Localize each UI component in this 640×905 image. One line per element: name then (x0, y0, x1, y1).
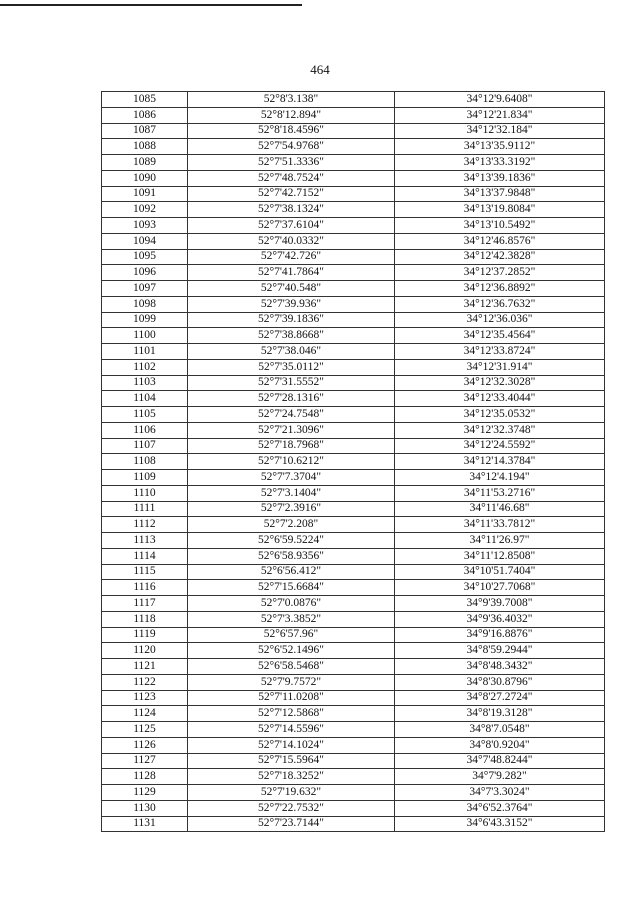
longitude-cell: 34°9'39.7008" (395, 596, 605, 612)
latitude-cell: 52°7'3.1404" (188, 485, 395, 501)
longitude-cell: 34°13'37.9848" (395, 186, 605, 202)
table-row (102, 643, 605, 659)
latitude-cell: 52°7'35.0112" (188, 359, 395, 375)
longitude-cell: 34°12'36.8892" (395, 281, 605, 297)
page-number: 464 (310, 62, 330, 77)
point-number-cell: 1087 (102, 123, 188, 139)
latitude-cell: 52°7'54.9768" (188, 139, 395, 155)
header-rule (0, 4, 302, 6)
table-row (102, 533, 605, 549)
point-number-cell: 1126 (102, 737, 188, 753)
latitude-cell: 52°8'3.138" (188, 92, 395, 108)
longitude-cell: 34°12'9.6408" (395, 92, 605, 108)
table-row (102, 674, 605, 690)
latitude-cell: 52°7'2.3916" (188, 501, 395, 517)
longitude-cell: 34°13'10.5492" (395, 218, 605, 234)
table-row (102, 391, 605, 407)
header-rule-tick (0, 4, 16, 5)
longitude-cell: 34°6'43.3152" (395, 816, 605, 832)
latitude-cell: 52°7'9.7572" (188, 674, 395, 690)
table-row (102, 233, 605, 249)
point-number-cell: 1122 (102, 674, 188, 690)
latitude-cell: 52°7'22.7532" (188, 800, 395, 816)
latitude-cell: 52°7'18.3252" (188, 769, 395, 785)
longitude-cell: 34°11'46.68" (395, 501, 605, 517)
longitude-cell: 34°9'16.8876" (395, 627, 605, 643)
point-number-cell: 1085 (102, 92, 188, 108)
latitude-cell: 52°7'3.3852" (188, 611, 395, 627)
point-number-cell: 1115 (102, 564, 188, 580)
point-number-cell: 1089 (102, 155, 188, 171)
table-row (102, 123, 605, 139)
point-number-cell: 1088 (102, 139, 188, 155)
point-number-cell: 1120 (102, 643, 188, 659)
point-number-cell: 1108 (102, 454, 188, 470)
point-number-cell: 1093 (102, 218, 188, 234)
table-row (102, 580, 605, 596)
latitude-cell: 52°7'10.6212" (188, 454, 395, 470)
latitude-cell: 52°7'15.6684" (188, 580, 395, 596)
table-row (102, 737, 605, 753)
longitude-cell: 34°8'19.3128" (395, 706, 605, 722)
longitude-cell: 34°8'30.8796" (395, 674, 605, 690)
latitude-cell: 52°7'39.1836" (188, 312, 395, 328)
latitude-cell: 52°7'12.5868" (188, 706, 395, 722)
longitude-cell: 34°12'32.184" (395, 123, 605, 139)
latitude-cell: 52°7'19.632" (188, 785, 395, 801)
longitude-cell: 34°8'7.0548" (395, 722, 605, 738)
longitude-cell: 34°11'53.2716" (395, 485, 605, 501)
latitude-cell: 52°7'28.1316" (188, 391, 395, 407)
latitude-cell: 52°7'41.7864" (188, 265, 395, 281)
longitude-cell: 34°7'48.8244" (395, 753, 605, 769)
latitude-cell: 52°8'18.4596" (188, 123, 395, 139)
point-number-cell: 1116 (102, 580, 188, 596)
table-row (102, 328, 605, 344)
latitude-cell: 52°7'14.1024" (188, 737, 395, 753)
point-number-cell: 1090 (102, 170, 188, 186)
longitude-cell: 34°12'35.4564" (395, 328, 605, 344)
point-number-cell: 1103 (102, 375, 188, 391)
point-number-cell: 1109 (102, 470, 188, 486)
point-number-cell: 1113 (102, 533, 188, 549)
table-row (102, 249, 605, 265)
table-row (102, 375, 605, 391)
longitude-cell: 34°12'46.8576" (395, 233, 605, 249)
longitude-cell: 34°9'36.4032" (395, 611, 605, 627)
longitude-cell: 34°13'33.3192" (395, 155, 605, 171)
latitude-cell: 52°7'21.3096" (188, 422, 395, 438)
longitude-cell: 34°12'21.834" (395, 107, 605, 123)
point-number-cell: 1100 (102, 328, 188, 344)
point-number-cell: 1130 (102, 800, 188, 816)
latitude-cell: 52°7'42.7152" (188, 186, 395, 202)
longitude-cell: 34°12'32.3748" (395, 422, 605, 438)
longitude-cell: 34°12'37.2852" (395, 265, 605, 281)
longitude-cell: 34°10'27.7068" (395, 580, 605, 596)
point-number-cell: 1094 (102, 233, 188, 249)
longitude-cell: 34°12'36.036" (395, 312, 605, 328)
latitude-cell: 52°6'52.1496" (188, 643, 395, 659)
latitude-cell: 52°7'40.0332" (188, 233, 395, 249)
latitude-cell: 52°7'7.3704" (188, 470, 395, 486)
table-row (102, 596, 605, 612)
latitude-cell: 52°7'38.046" (188, 344, 395, 360)
longitude-cell: 34°12'4.194" (395, 470, 605, 486)
table-row (102, 454, 605, 470)
point-number-cell: 1131 (102, 816, 188, 832)
longitude-cell: 34°12'33.4044" (395, 391, 605, 407)
table-row (102, 202, 605, 218)
table-row (102, 281, 605, 297)
point-number-cell: 1101 (102, 344, 188, 360)
point-number-cell: 1128 (102, 769, 188, 785)
longitude-cell: 34°11'12.8508" (395, 548, 605, 564)
latitude-cell: 52°7'38.1324" (188, 202, 395, 218)
table-row (102, 501, 605, 517)
point-number-cell: 1106 (102, 422, 188, 438)
table-row (102, 659, 605, 675)
point-number-cell: 1125 (102, 722, 188, 738)
latitude-cell: 52°6'59.5224" (188, 533, 395, 549)
latitude-cell: 52°7'11.0208" (188, 690, 395, 706)
table-row (102, 438, 605, 454)
table-row (102, 627, 605, 643)
table-row (102, 344, 605, 360)
latitude-cell: 52°7'15.5964" (188, 753, 395, 769)
table-row (102, 92, 605, 108)
point-number-cell: 1099 (102, 312, 188, 328)
longitude-cell: 34°8'0.9204" (395, 737, 605, 753)
point-number-cell: 1107 (102, 438, 188, 454)
longitude-cell: 34°12'31.914" (395, 359, 605, 375)
table-row (102, 485, 605, 501)
point-number-cell: 1095 (102, 249, 188, 265)
latitude-cell: 52°7'51.3336" (188, 155, 395, 171)
longitude-cell: 34°11'26.97" (395, 533, 605, 549)
table-row (102, 611, 605, 627)
latitude-cell: 52°6'56.412" (188, 564, 395, 580)
table-row (102, 706, 605, 722)
point-number-cell: 1104 (102, 391, 188, 407)
point-number-cell: 1118 (102, 611, 188, 627)
longitude-cell: 34°12'35.0532" (395, 407, 605, 423)
latitude-cell: 52°7'42.726" (188, 249, 395, 265)
point-number-cell: 1121 (102, 659, 188, 675)
longitude-cell: 34°13'19.8084" (395, 202, 605, 218)
coordinates-table-body (102, 92, 605, 832)
point-number-cell: 1097 (102, 281, 188, 297)
table-row (102, 564, 605, 580)
table-row (102, 107, 605, 123)
table-row (102, 816, 605, 832)
table-row (102, 407, 605, 423)
table-row (102, 296, 605, 312)
table-row (102, 139, 605, 155)
longitude-cell: 34°13'35.9112" (395, 139, 605, 155)
point-number-cell: 1092 (102, 202, 188, 218)
point-number-cell: 1111 (102, 501, 188, 517)
latitude-cell: 52°7'48.7524" (188, 170, 395, 186)
table-row (102, 359, 605, 375)
table-row (102, 769, 605, 785)
point-number-cell: 1127 (102, 753, 188, 769)
latitude-cell: 52°6'58.9356" (188, 548, 395, 564)
table-row (102, 470, 605, 486)
longitude-cell: 34°7'9.282" (395, 769, 605, 785)
point-number-cell: 1112 (102, 517, 188, 533)
longitude-cell: 34°7'3.3024" (395, 785, 605, 801)
latitude-cell: 52°7'24.7548" (188, 407, 395, 423)
longitude-cell: 34°12'24.5592" (395, 438, 605, 454)
longitude-cell: 34°10'51.7404" (395, 564, 605, 580)
longitude-cell: 34°8'59.2944" (395, 643, 605, 659)
longitude-cell: 34°11'33.7812" (395, 517, 605, 533)
point-number-cell: 1096 (102, 265, 188, 281)
table-row (102, 218, 605, 234)
point-number-cell: 1086 (102, 107, 188, 123)
longitude-cell: 34°6'52.3764" (395, 800, 605, 816)
table-row (102, 690, 605, 706)
table-row (102, 265, 605, 281)
point-number-cell: 1119 (102, 627, 188, 643)
longitude-cell: 34°13'39.1836" (395, 170, 605, 186)
longitude-cell: 34°12'42.3828" (395, 249, 605, 265)
longitude-cell: 34°12'14.3784" (395, 454, 605, 470)
latitude-cell: 52°6'58.5468" (188, 659, 395, 675)
longitude-cell: 34°8'48.3432" (395, 659, 605, 675)
latitude-cell: 52°7'18.7968" (188, 438, 395, 454)
table-row (102, 800, 605, 816)
coordinates-table (101, 91, 605, 832)
table-row (102, 517, 605, 533)
point-number-cell: 1105 (102, 407, 188, 423)
table-row (102, 785, 605, 801)
longitude-cell: 34°8'27.2724" (395, 690, 605, 706)
table-row (102, 422, 605, 438)
latitude-cell: 52°7'31.5552" (188, 375, 395, 391)
latitude-cell: 52°7'14.5596" (188, 722, 395, 738)
point-number-cell: 1124 (102, 706, 188, 722)
table-row (102, 753, 605, 769)
point-number-cell: 1110 (102, 485, 188, 501)
table-row (102, 186, 605, 202)
latitude-cell: 52°7'0.0876" (188, 596, 395, 612)
longitude-cell: 34°12'36.7632" (395, 296, 605, 312)
latitude-cell: 52°6'57.96" (188, 627, 395, 643)
point-number-cell: 1102 (102, 359, 188, 375)
table-row (102, 170, 605, 186)
point-number-cell: 1117 (102, 596, 188, 612)
point-number-cell: 1129 (102, 785, 188, 801)
latitude-cell: 52°7'23.7144" (188, 816, 395, 832)
latitude-cell: 52°8'12.894" (188, 107, 395, 123)
latitude-cell: 52°7'40.548" (188, 281, 395, 297)
latitude-cell: 52°7'39.936" (188, 296, 395, 312)
point-number-cell: 1123 (102, 690, 188, 706)
longitude-cell: 34°12'33.8724" (395, 344, 605, 360)
table-row (102, 312, 605, 328)
table-row (102, 155, 605, 171)
latitude-cell: 52°7'37.6104" (188, 218, 395, 234)
point-number-cell: 1114 (102, 548, 188, 564)
table-row (102, 548, 605, 564)
latitude-cell: 52°7'2.208" (188, 517, 395, 533)
longitude-cell: 34°12'32.3028" (395, 375, 605, 391)
point-number-cell: 1091 (102, 186, 188, 202)
table-row (102, 722, 605, 738)
point-number-cell: 1098 (102, 296, 188, 312)
latitude-cell: 52°7'38.8668" (188, 328, 395, 344)
